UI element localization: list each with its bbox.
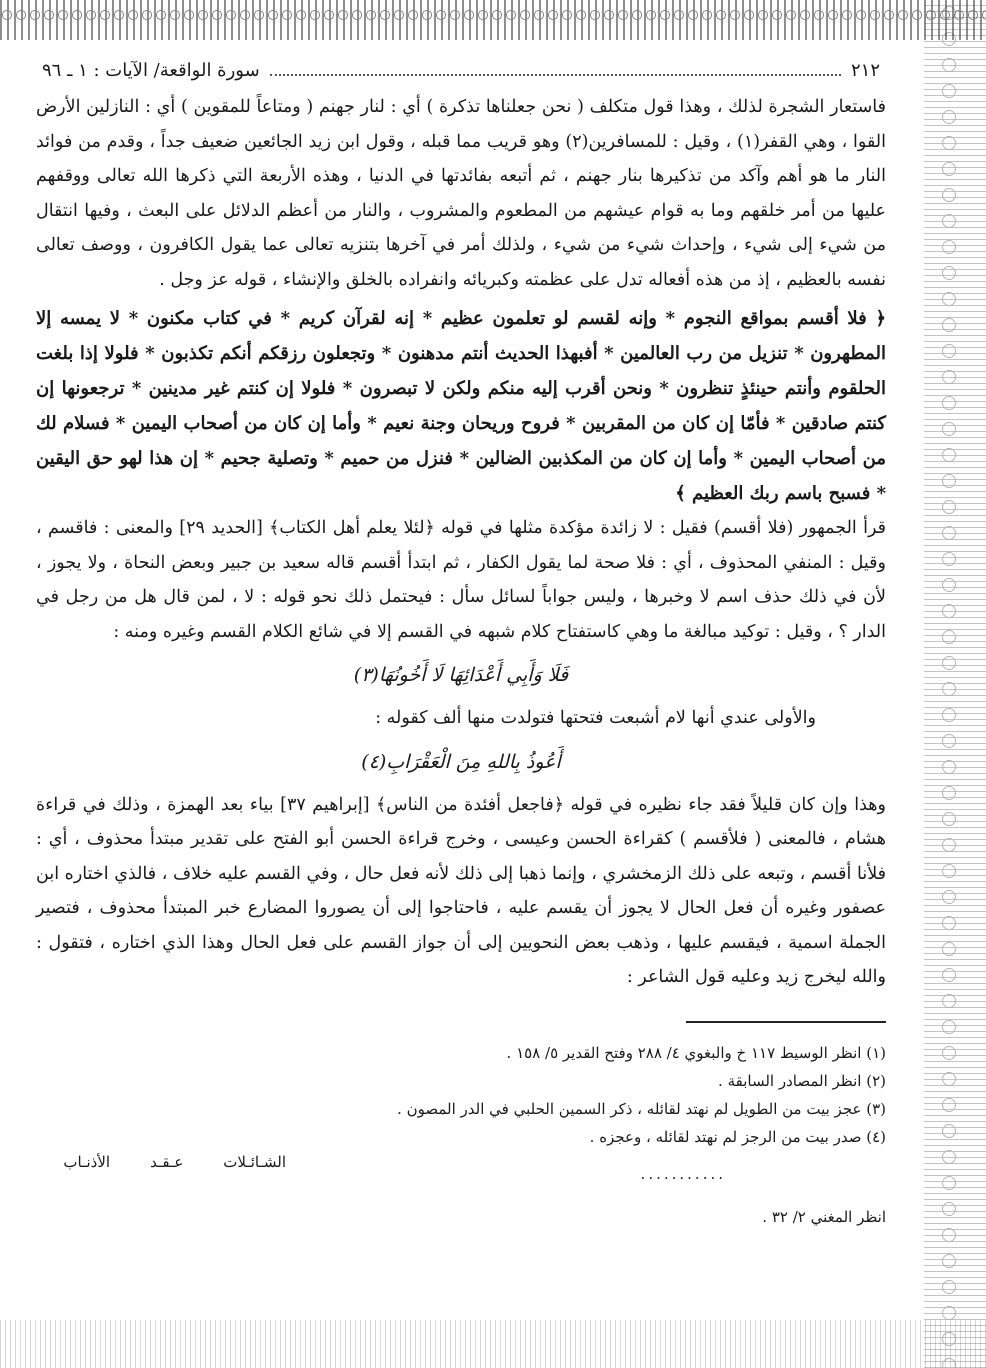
footnote-final-reference: انظر المغني ٢/ ٣٢ . xyxy=(762,1207,886,1226)
header-dots xyxy=(270,74,841,76)
footnote-divider xyxy=(686,1021,886,1023)
poem-word-3: الأذنـاب xyxy=(63,1152,111,1171)
poem-word-1: الشـائـلات xyxy=(223,1152,286,1171)
footnote-4: (٤) صدر بيت من الرجز لم نهتد لقائله ، وعجزه . xyxy=(589,1127,886,1146)
decorative-right-border xyxy=(924,0,986,1368)
paragraph-4: وهذا وإن كان قليلاً فقد جاء نظيره في قوله ﴿فاجعل أفئدة من الناس﴾ [إبراهيم ٣٧] بياء بعد الهمزة ، وذلك في قراءة هشام ، فالمعنى ( فلأقسم ) كقراءة الحسن وعيسى ، وخرج قراءة الحسن أبو الفتح على تقدير مبتدأ محذوف ، أي : فلأنا أقسم ، وتبعه على ذلك الزمخشري ، وإنما ذهبا إلى ذلك لأنه فعل حال ، وفي القسم عليه خلاف ، فالذي اختاره ابن عصفور وغيره أن فعل الحال لا يجوز أن يقسم عليه ، فاحتاجوا إلى أن يصوروا المضارع خبر المبتدأ محذوف ، فتصير الجملة اسمية ، فيقسم عليها ، وذهب بعض النحويين إلى أن جواز القسم على فعل الحال وهذا الذي اختاره ، فتقول : والله ليخرج زيد وعليه قول الشاعر : xyxy=(36,794,886,987)
page-number: ٢١٢ xyxy=(850,60,880,81)
decorative-bottom-border xyxy=(0,1320,986,1368)
quran-verses: ﴿ فلا أقسم بمواقع النجوم * وإنه لقسم لو تعلمون عظيم * إنه لقرآن كريم * في كتاب مكنون * لا يمسه إلا المطهرون * تنزيل من رب العالمين * أفبهذا الحديث أنتم مدهنون * وتجعلون رزقكم أنكم تكذبون * فلولا إذا بلغت الحلقوم وأنتم حينئذٍ تنظرون * ونحن أقرب إليه منكم ولكن لا تبصرون * فلولا إن كنتم غير مدينين * ترجعونها إن كنتم صادقين * فأمّا إن كان من المقربين * فروح وريحان وجنة نعيم * وأما إن كان من أصحاب اليمين * فسلام لك من أصحاب اليمين * وأما إن كان من المكذبين الضالين * فنزل من حميم * وتصلية جحيم * إن هذا لهو حق اليقين * فسبح باسم ربك العظيم ﴾ xyxy=(36,308,886,504)
poem-dots: ........... xyxy=(640,1164,726,1183)
poem-word-2: عـقـد xyxy=(150,1152,184,1171)
paragraph-2: قرأ الجمهور (فلا أقسم) فقيل : لا زائدة مؤكدة مثلها في قوله ﴿لئلا يعلم أهل الكتاب﴾ [الحديد ٢٩] والمعنى : فاقسم ، وقيل : المنفي المحذوف ، أي : فلا صحة لما يقول الكفار ، ثم ابتدأ أقسم قاله سعيد بن جبير وبعض النحاة ، ولا يجوز ، لأن في ذلك حذف اسم لا وخبرها ، وليس جواباً لسائل سأل : فيحتمل ذلك نحو قوله : لا ، لمن قال هل من رجل في الدار ؟ ، وقيل : توكيد مبالغة ما وهي كاستفتاح كلام شبهه في القسم إلا في شائع الكلام القسم وغيره ومنه : xyxy=(36,518,887,642)
footnote-1: (١) انظر الوسيط ١١٧ خ والبغوي ٤/ ٢٨٨ وفتح القدير ٥/ ١٥٨ . xyxy=(506,1043,886,1062)
decorative-top-border xyxy=(0,0,986,40)
paragraph-1: فاستعار الشجرة لذلك ، وهذا قول متكلف ( نحن جعلناها تذكرة ) أي : لنار جهنم ( ومتاعاً للمقوين ) أي : النازلين الأرض القوا ، وهي القفر(١) ، وقيل : للمسافرين(٢) وهو قريب مما قبله ، وقول ابن زيد الجائعين ضعيف جداً ، وقدم من فوائد النار ما هو أهم وآكد من تذكيرها بنار جهنم ، ثم أتبعه بفائدتها في الدنيا ، وهذه الأربعة التي ذكرها الله تعالى ووقفهم عليها من أمر خلقهم وما به قوام عيشهم من المطعوم والمشروب ، والنار من أعظم الدلائل على البعث ، وفيها انتقال من شيء إلى شيء ، وإحداث شيء من شيء ، ولذلك أمر في آخرها بتنزيه تعالى عما يقول الكافرون ، ووصف تعالى نفسه بالعظيم ، إذ من هذه أفعاله تدل على عظمته وكبريائه وانفراده بالخلق والإنشاء ، قوله عز وجل . xyxy=(36,97,886,290)
page-header xyxy=(36,60,886,90)
page-content xyxy=(36,60,886,1231)
poetry-verse-2: أَعُوذُ بِاللهِ مِنَ الْعَقْرَابِ(٤) xyxy=(361,750,561,773)
paragraph-3: والأولى عندي أنها لام أشبعت فتحتها فتولدت منها ألف كقوله : xyxy=(375,708,816,728)
footnote-2: (٢) انظر المصادر السابقة . xyxy=(718,1071,886,1090)
poetry-verse-1: فَلَا وَأَبِي أَعْدَائِهَا لَا أَخُونُهَا(٣) xyxy=(353,664,569,686)
chapter-title: سورة الواقعة/ الآيات : ١ ـ ٩٦ xyxy=(42,60,260,81)
footnote-3: (٣) عجز بيت من الطويل لم نهتد لقائله ، ذكر السمين الحلبي في الدر المصون . xyxy=(397,1099,886,1118)
